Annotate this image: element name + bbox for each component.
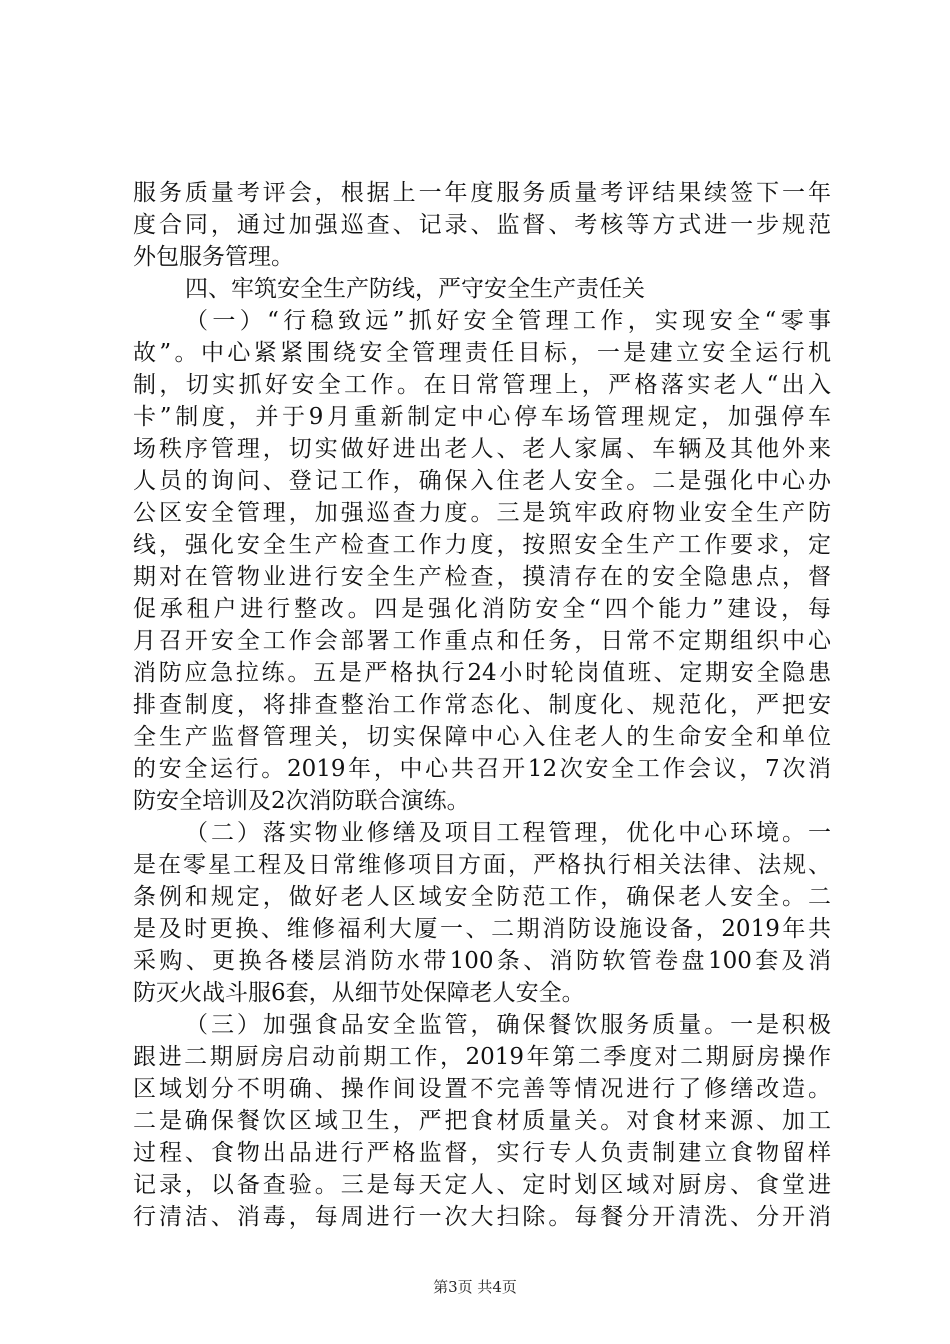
page-number-footer: 第3页 共4页 xyxy=(433,1278,517,1296)
text-line: 外包服务管理。 xyxy=(133,244,294,270)
text-line: 行清洁、消毒，每周进行一次大扫除。每餐分开清洗、分开消 xyxy=(133,1204,831,1230)
text-line: 二是确保餐饮区域卫生，严把食材质量关。对食材来源、加工 xyxy=(133,1108,831,1134)
subsection-heading: （一）“行稳致远”抓好安全管理工作，实现安全“零事 xyxy=(185,308,831,334)
text-line: 故”。中心紧紧围绕安全管理责任目标，一是建立安全运行机 xyxy=(133,340,831,366)
text-line: 度合同，通过加强巡查、记录、监督、考核等方式进一步规范 xyxy=(133,212,831,238)
text-line: 采购、更换各楼层消防水带100条、消防软管卷盘100套及消 xyxy=(133,948,831,974)
text-line: 卡”制度，并于9月重新制定中心停车场管理规定，加强停车 xyxy=(133,404,831,430)
text-line: 公区安全管理，加强巡查力度。三是筑牢政府物业安全生产防 xyxy=(133,500,831,526)
subsection-heading: （三）加强食品安全监管，确保餐饮服务质量。一是积极 xyxy=(185,1012,831,1038)
text-line: 线，强化安全生产检查工作力度，按照安全生产工作要求，定 xyxy=(133,532,831,558)
text-line: 是及时更换、维修福利大厦一、二期消防设施设备，2019年共 xyxy=(133,916,831,942)
text-line: 服务质量考评会，根据上一年度服务质量考评结果续签下一年 xyxy=(133,180,831,206)
text-line: 制，切实抓好安全工作。在日常管理上，严格落实老人“出入 xyxy=(133,372,831,398)
section-heading: 四、牢筑安全生产防线，严守安全生产责任关 xyxy=(185,276,645,302)
text-line: 人员的询问、登记工作，确保入住老人安全。二是强化中心办 xyxy=(133,468,831,494)
document-body xyxy=(133,177,831,1233)
text-line: 防灭火战斗服6套，从细节处保障老人安全。 xyxy=(133,980,585,1006)
text-line: 条例和规定，做好老人区域安全防范工作，确保老人安全。二 xyxy=(133,884,831,910)
text-line: 消防应急拉练。五是严格执行24小时轮岗值班、定期安全隐患 xyxy=(133,660,831,686)
subsection-heading: （二）落实物业修缮及项目工程管理，优化中心环境。一 xyxy=(185,820,831,846)
text-line: 的安全运行。2019年，中心共召开12次安全工作会议，7次消 xyxy=(133,756,831,782)
text-line: 是在零星工程及日常维修项目方面，严格执行相关法律、法规、 xyxy=(133,852,831,878)
text-line: 全生产监督管理关，切实保障中心入住老人的生命安全和单位 xyxy=(133,724,831,750)
text-line: 防安全培训及2次消防联合演练。 xyxy=(133,788,470,814)
text-line: 区域划分不明确、操作间设置不完善等情况进行了修缮改造。 xyxy=(133,1076,831,1102)
text-line: 期对在管物业进行安全生产检查，摸清存在的安全隐患点，督 xyxy=(133,564,831,590)
text-line: 排查制度，将排查整治工作常态化、制度化、规范化，严把安 xyxy=(133,692,831,718)
text-line: 过程、食物出品进行严格监督，实行专人负责制建立食物留样 xyxy=(133,1140,831,1166)
text-line: 促承租户进行整改。四是强化消防安全“四个能力”建设，每 xyxy=(133,596,831,622)
text-line: 月召开安全工作会部署工作重点和任务，日常不定期组织中心 xyxy=(133,628,831,654)
text-line: 记录，以备查验。三是每天定人、定时划区域对厨房、食堂进 xyxy=(133,1172,831,1198)
text-line: 场秩序管理，切实做好进出老人、老人家属、车辆及其他外来 xyxy=(133,436,831,462)
text-line: 跟进二期厨房启动前期工作，2019年第二季度对二期厨房操作 xyxy=(133,1044,831,1070)
